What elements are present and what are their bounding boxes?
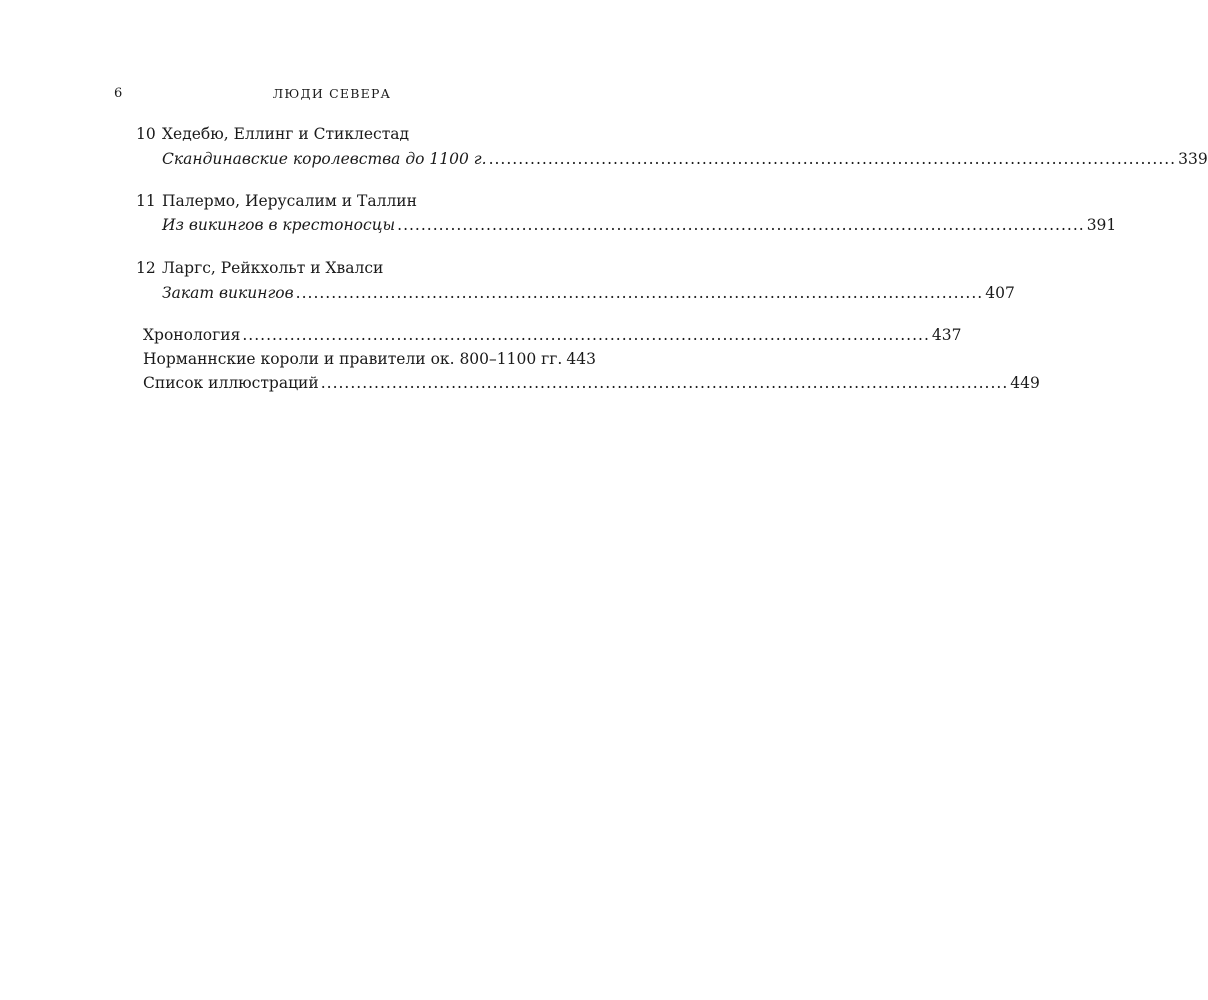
dot-leader: .................................................................................................................... bbox=[397, 216, 1085, 234]
page-ref: 407 bbox=[985, 284, 1015, 302]
book-title: ЛЮДИ СЕВЕРА bbox=[272, 86, 392, 101]
back-matter-title: Норманнские короли и правители ок. 800–1100 гг. bbox=[143, 350, 563, 368]
chapter-subtitle: Скандинавские королевства до 1100 г. bbox=[162, 150, 487, 168]
chapter-title: Хедебю, Еллинг и Стиклестад bbox=[162, 125, 410, 143]
dot-leader: .................................................................................................................... bbox=[488, 150, 1177, 168]
dot-leader: .................................................................................................................... bbox=[242, 326, 930, 344]
toc-chapter-10-heading[interactable] bbox=[136, 123, 596, 145]
toc-back-matter-chronology[interactable] bbox=[143, 324, 962, 346]
chapter-title: Ларгс, Рейкхольт и Хвалси bbox=[162, 259, 384, 277]
toc-back-matter-illustrations[interactable] bbox=[143, 372, 1040, 394]
page-number: 6 bbox=[114, 86, 123, 101]
chapter-number: 12 bbox=[136, 259, 156, 277]
page-ref: 437 bbox=[931, 326, 962, 344]
running-head bbox=[0, 86, 664, 106]
toc-chapter-11-heading[interactable] bbox=[136, 190, 596, 212]
toc-chapter-11-entry[interactable] bbox=[162, 214, 1117, 236]
dot-leader: .................................................................................................................... bbox=[295, 284, 984, 302]
chapter-title: Палермо, Иерусалим и Таллин bbox=[162, 192, 417, 210]
page-ref: 339 bbox=[1178, 150, 1208, 168]
toc-back-matter-rulers[interactable] bbox=[143, 348, 596, 370]
chapter-number: 11 bbox=[136, 192, 156, 210]
toc-chapter-12-entry[interactable] bbox=[162, 282, 1015, 304]
toc-chapter-10-entry[interactable] bbox=[162, 148, 1208, 170]
dot-leader: .................................................................................................................... bbox=[320, 374, 1009, 392]
chapter-subtitle: Закат викингов bbox=[162, 284, 294, 302]
chapter-number: 10 bbox=[136, 125, 156, 143]
toc-chapter-12-heading[interactable] bbox=[136, 257, 596, 279]
page-ref: 391 bbox=[1086, 216, 1117, 234]
page-ref: 449 bbox=[1010, 374, 1040, 392]
back-matter-title: Хронология bbox=[143, 326, 241, 344]
chapter-subtitle: Из викингов в крестоносцы bbox=[162, 216, 396, 234]
page-ref: 443 bbox=[566, 350, 596, 368]
back-matter-title: Список иллюстраций bbox=[143, 374, 319, 392]
